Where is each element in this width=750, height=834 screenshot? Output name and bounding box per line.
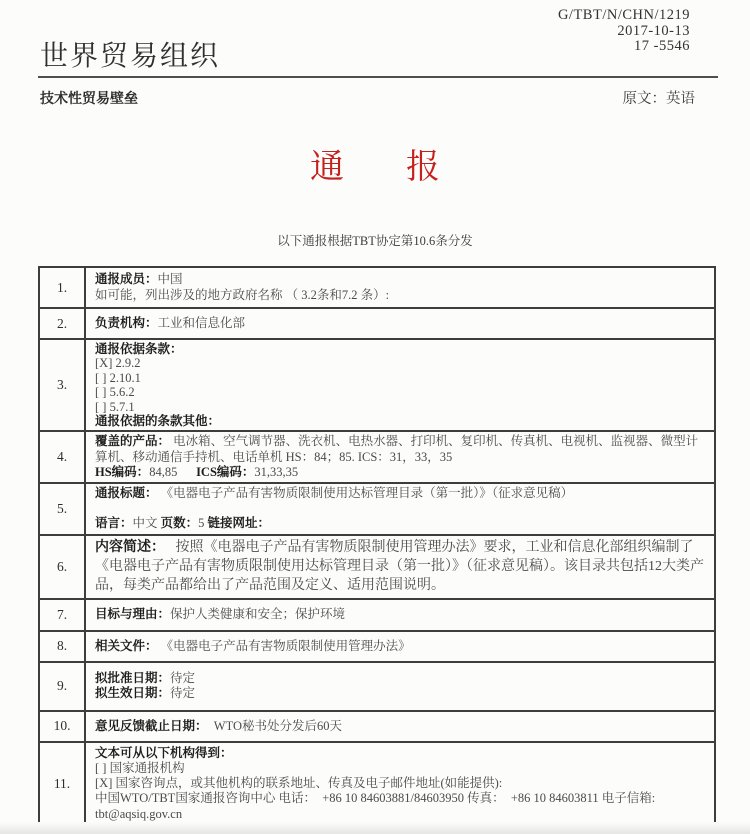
text-segment: 中国 (157, 272, 183, 287)
row-content-cell (85, 267, 715, 308)
text-segment: 覆盖的产品： (95, 434, 171, 449)
content-line (95, 516, 705, 531)
doc-code-serial: 17 -5546 (634, 38, 690, 54)
table-row (39, 535, 715, 599)
content-line (95, 356, 705, 370)
text-segment: 保护人类健康和安全；保护环境 (170, 607, 346, 622)
row-number-cell: 9. (39, 662, 85, 711)
content-line (95, 465, 705, 480)
row-number-cell: 2. (39, 308, 85, 339)
text-segment: ICS编码： (196, 464, 255, 479)
text-segment: 内容简述： (95, 539, 165, 555)
content-line (95, 639, 705, 654)
content-line (95, 761, 705, 776)
doc-code-block (558, 8, 690, 55)
content-line (95, 719, 705, 734)
notice-title (0, 139, 750, 188)
text-segment: 通报成员： (95, 272, 158, 287)
row-number-cell: 6. (39, 535, 85, 599)
row-content-cell (85, 631, 715, 662)
text-segment: 文本可从以下机构得到： (95, 745, 233, 760)
row-number-cell: 10. (39, 711, 85, 742)
distribution-note: 以下通报根据TBT协定第10.6条分发 (277, 234, 473, 248)
notice-title-char: 报 (406, 149, 440, 186)
content-line (95, 807, 705, 822)
text-segment: 中文 (132, 516, 161, 531)
content-line (95, 414, 705, 428)
text-segment: 链接网址： (207, 516, 271, 531)
content-line (95, 538, 705, 596)
org-title: 世界贸易组织 (40, 41, 221, 72)
table-row (39, 662, 715, 711)
doc-code-symbol: G/TBT/N/CHN/1219 (557, 7, 690, 23)
row-content-cell (85, 535, 715, 599)
header-divider (38, 76, 718, 78)
table-row (39, 431, 715, 483)
content-line (95, 371, 705, 385)
content-line (95, 316, 705, 331)
content-line (95, 607, 705, 622)
text-segment: 按照《电器电子产品有害物质限制使用管理办法》要求，工业和信息化部组织编制了《电器电子产品有害物质限制使用达标管理目录（第一批）》（征求意见稿）。该目录共包括12大类产品，每类产品都给出了产品范围及定义、适用范围说明。 (95, 539, 704, 594)
text-segment: 页数： (160, 516, 199, 531)
text-segment: 5 (198, 516, 208, 531)
text-segment: 目标与理由： (95, 607, 171, 622)
content-line (95, 272, 705, 287)
table-row (39, 599, 715, 631)
text-segment (95, 501, 98, 515)
text-segment: 31,33,35 (254, 464, 299, 479)
content-line (95, 671, 705, 686)
table-row (39, 267, 715, 308)
text-segment: 语言： (95, 516, 133, 531)
text-segment: 《电器电子产品有害物质限制使用达标管理目录（第一批）》（征求意见稿） (157, 486, 574, 501)
table-row (39, 631, 715, 662)
text-segment: 意见反馈截止日期： (95, 718, 208, 733)
original-language-label: 原文：英语 (622, 91, 695, 107)
text-segment: 待定 (170, 686, 196, 701)
content-line (95, 434, 705, 464)
row-content-cell (85, 599, 715, 631)
row-content-cell (85, 431, 715, 483)
table-row (39, 483, 715, 535)
text-segment: 通报依据的条款其他： (95, 414, 221, 429)
text-segment: 中国WTO/TBT国家通报咨询中心 电话： +86 10 84603881/84603950 传真： +86 10 84603811 电子信箱: (95, 791, 656, 806)
row-number-cell: 7. (39, 599, 85, 631)
category-label: 技术性贸易壁垒 (40, 92, 138, 107)
row-content-cell (85, 711, 715, 742)
content-line (95, 791, 705, 806)
text-segment: 拟批准日期： (95, 671, 171, 686)
row-content-cell (85, 483, 715, 535)
text-segment: [ ] 国家通报机构 (95, 761, 185, 776)
text-segment: [ ] 5.7.1 (95, 399, 135, 414)
content-line (95, 686, 705, 701)
row-number-cell: 4. (39, 431, 85, 483)
content-line (95, 486, 705, 501)
row-number-cell: 3. (39, 339, 85, 431)
text-segment: tbt@aqsiq.gov.cn (95, 806, 183, 821)
text-segment: WTO秘书处分发后60天 (207, 718, 343, 733)
text-segment: 通报标题： (95, 486, 158, 501)
text-segment: 84,85 (149, 464, 197, 479)
content-line (95, 288, 705, 303)
text-segment: 如可能，列出涉及的地方政府名称 （ 3.2条和7.2 条）: (95, 287, 390, 302)
row-content-cell (85, 308, 715, 339)
text-segment: [ ] 2.10.1 (95, 370, 141, 385)
doc-code-date: 2017-10-13 (617, 22, 690, 39)
text-segment: 通报依据条款： (95, 342, 183, 356)
text-segment: [X] 2.9.2 (95, 356, 141, 371)
content-line (95, 776, 705, 791)
text-segment: 相关文件： (95, 638, 158, 653)
text-segment: 《电器电子产品有害物质限制使用管理办法》 (157, 638, 411, 653)
text-segment: [ ] 5.6.2 (95, 385, 135, 400)
notification-table (38, 266, 716, 827)
table-row (39, 308, 715, 339)
content-line (95, 400, 705, 414)
table-row (39, 339, 715, 431)
row-number-cell: 8. (39, 631, 85, 662)
text-segment: 拟生效日期： (95, 686, 171, 701)
scan-edge-shade (0, 822, 750, 834)
text-segment: 待定 (170, 671, 196, 686)
table-row (39, 711, 715, 742)
text-segment: 负责机构： (95, 315, 158, 330)
text-segment: HS编码： (95, 464, 150, 479)
row-content-cell (85, 339, 715, 431)
content-line (95, 746, 705, 761)
row-content-cell (85, 662, 715, 711)
row-number-cell: 11. (39, 742, 85, 826)
text-segment: 工业和信息化部 (157, 315, 246, 330)
row-content-cell (85, 742, 715, 826)
row-number-cell: 5. (39, 483, 85, 535)
content-line (95, 501, 705, 516)
table-row (39, 742, 715, 826)
notice-title-char: 通 (310, 149, 344, 186)
text-segment: 电冰箱、空气调节器、洗衣机、电热水器、打印机、复印机、传真机、电视机、监视器、微型计算机、移动通信手持机、电话单机 HS：84；85. ICS：31，33，35 (95, 434, 699, 464)
row-number-cell: 1. (39, 267, 85, 308)
text-segment: [X] 国家咨询点，或其他机构的联系地址、传真及电子邮件地址(如能提供): (95, 776, 503, 791)
content-line (95, 385, 705, 399)
content-line (95, 342, 705, 356)
